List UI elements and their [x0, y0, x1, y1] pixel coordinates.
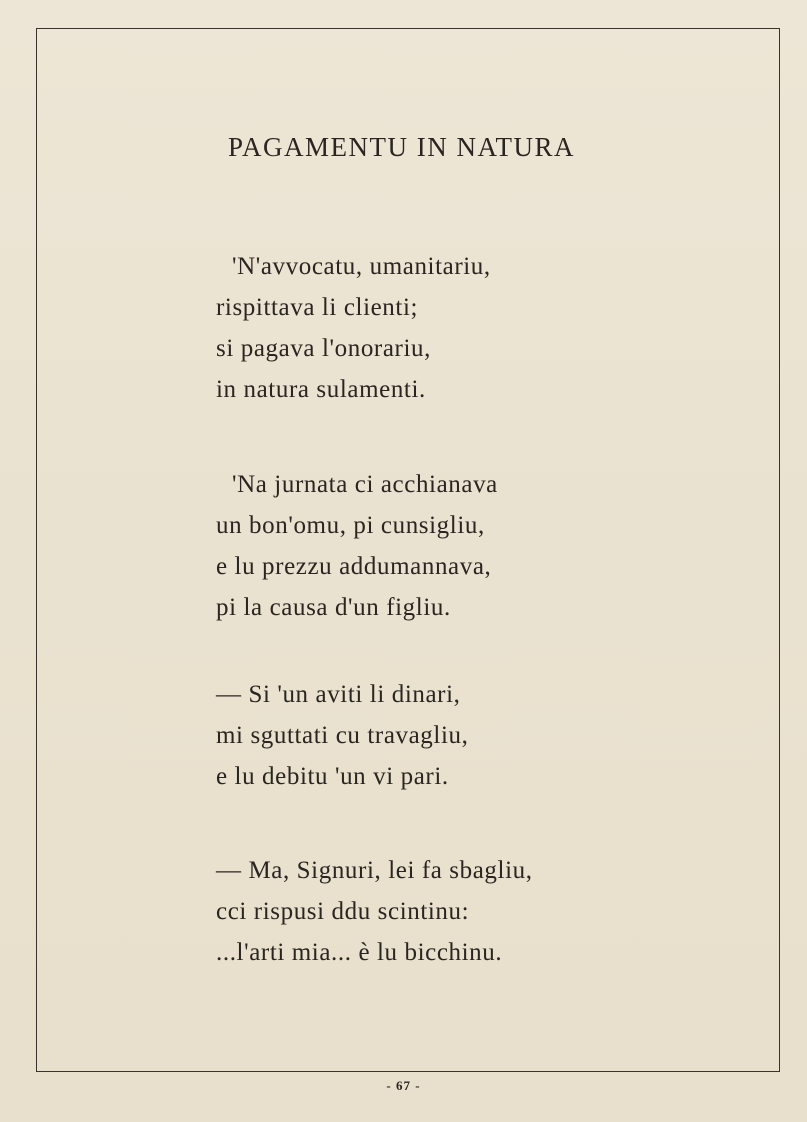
- verse-line: e lu prezzu addumannava,: [216, 553, 492, 580]
- verse-line: 'Na jurnata ci acchianava: [232, 471, 498, 498]
- verse-line: mi sguttati cu travagliu,: [216, 722, 469, 749]
- stanza-4: [216, 850, 533, 973]
- verse-line: e lu debitu 'un vi pari.: [216, 763, 449, 790]
- stanza-3: [216, 674, 468, 797]
- stanza-1: [216, 246, 491, 410]
- verse-line: ...l'arti mia... è lu bicchinu.: [216, 939, 503, 966]
- verse-line: cci rispusi ddu scintinu:: [216, 898, 470, 925]
- verse-line: pi la causa d'un figliu.: [216, 594, 451, 621]
- verse-line: — Ma, Signuri, lei fa sbagliu,: [216, 857, 533, 884]
- poem-title: PAGAMENTU IN NATURA: [228, 132, 576, 162]
- verse-line: — Si 'un aviti li dinari,: [216, 681, 461, 708]
- verse-line: un bon'omu, pi cunsigliu,: [216, 512, 485, 539]
- page-number: - 67 -: [386, 1078, 421, 1093]
- verse-line: rispittava li clienti;: [216, 294, 419, 321]
- verse-line: in natura sulamenti.: [216, 376, 426, 403]
- verse-line: 'N'avvocatu, umanitariu,: [232, 253, 491, 280]
- stanza-2: [216, 464, 498, 628]
- verse-line: si pagava l'onorariu,: [216, 335, 431, 362]
